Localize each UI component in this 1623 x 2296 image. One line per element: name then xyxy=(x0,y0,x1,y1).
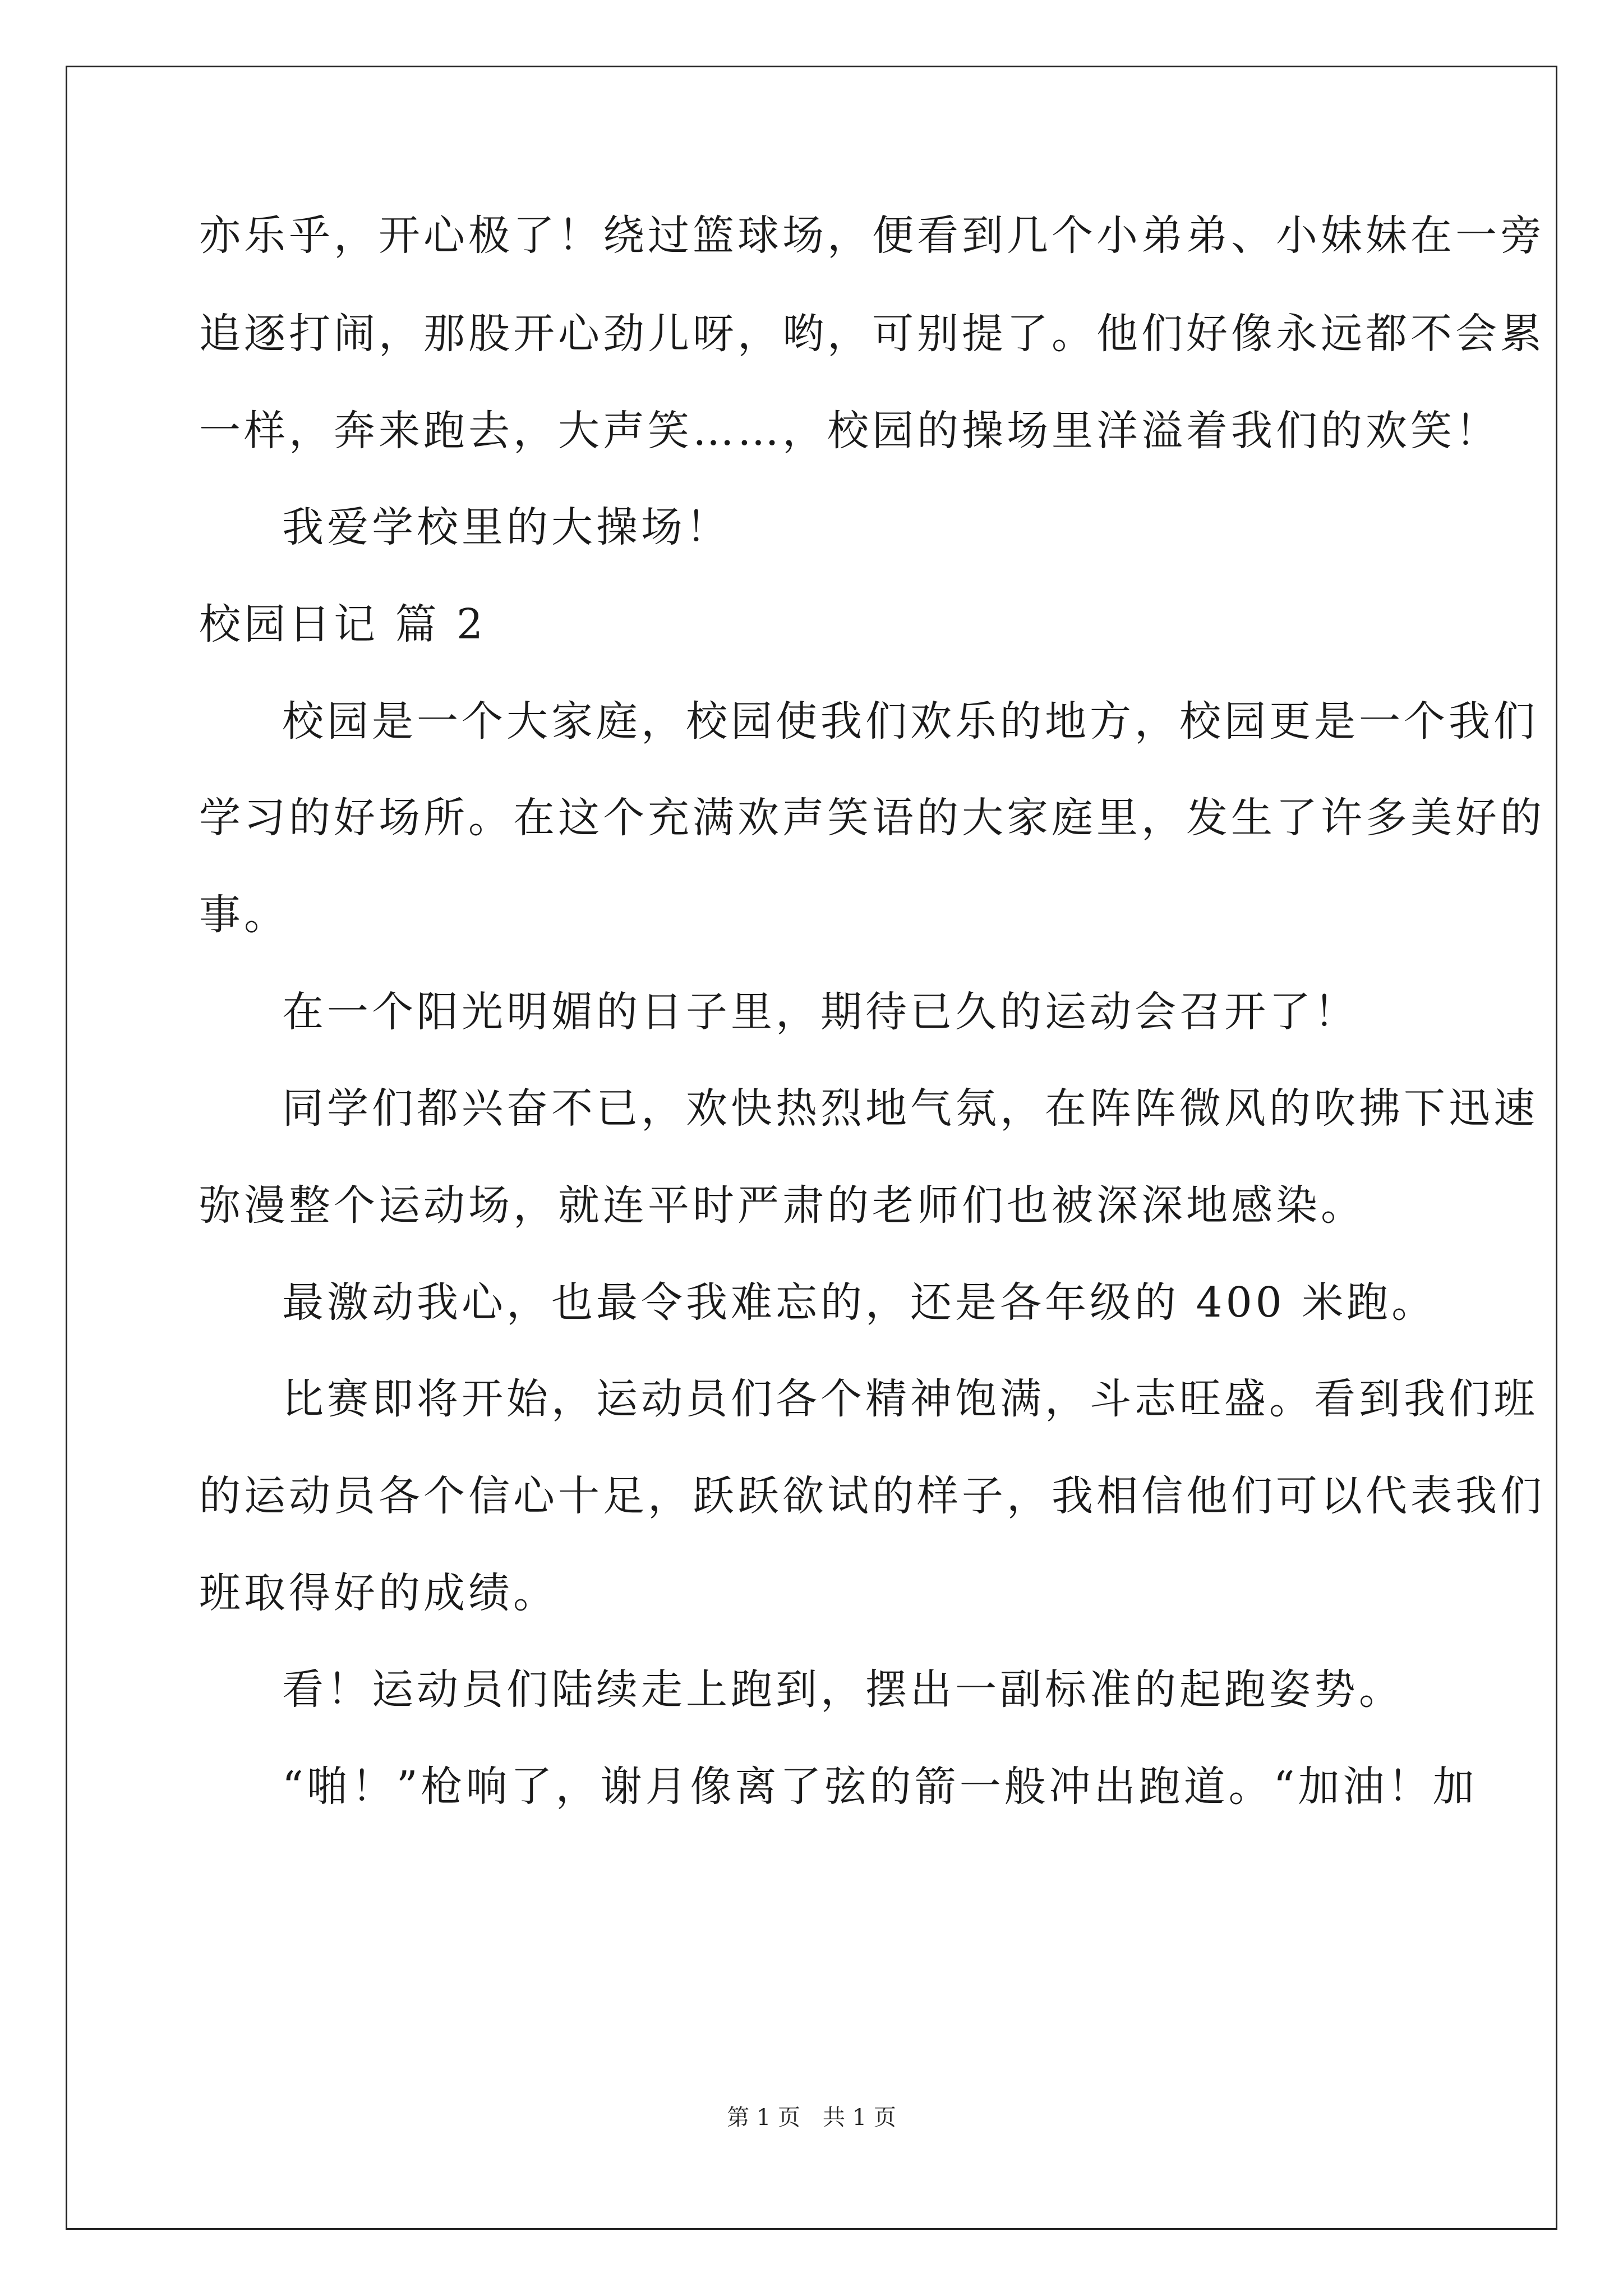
text-line-13: 比赛即将开始，运动员们各个精神饱满，斗志旺盛。看到我们班 xyxy=(282,1375,1538,1423)
section-heading: 校园日记 篇 2 xyxy=(199,600,487,648)
text-line-12: 最激动我心，也最令我难忘的，还是各年级的 400 米跑。 xyxy=(282,1278,1437,1327)
text-line-17: “啪！”枪响了，谢月像离了弦的箭一般冲出跑道。“加油！加 xyxy=(282,1763,1478,1811)
text-line-14: 的运动员各个信心十足，跃跃欲试的样子，我相信他们可以代表我们 xyxy=(199,1472,1545,1520)
text-line-10: 同学们都兴奋不已，欢快热烈地气氛，在阵阵微风的吹拂下迅速 xyxy=(282,1084,1538,1133)
text-line-15: 班取得好的成绩。 xyxy=(199,1569,558,1617)
paragraph-love-playground: 我爱学校里的大操场！ xyxy=(282,503,731,551)
text-line-9: 在一个阳光明媚的日子里，期待已久的运动会召开了！ xyxy=(282,988,1359,1036)
page-border xyxy=(66,66,1557,2230)
text-line-1: 亦乐乎，开心极了！绕过篮球场，便看到几个小弟弟、小妹妹在一旁 xyxy=(199,211,1545,260)
text-line-8: 事。 xyxy=(199,891,289,939)
text-line-11: 弥漫整个运动场，就连平时严肃的老师们也被深深地感染。 xyxy=(199,1181,1366,1230)
page-footer: 第 1 页 共 1 页 xyxy=(727,2105,896,2131)
text-line-3: 一样，奔来跑去，大声笑……，校园的操场里洋溢着我们的欢笑！ xyxy=(199,407,1500,455)
text-line-6: 校园是一个大家庭，校园使我们欢乐的地方，校园更是一个我们 xyxy=(282,697,1538,746)
text-line-7: 学习的好场所。在这个充满欢声笑语的大家庭里，发生了许多美好的 xyxy=(199,794,1545,842)
text-line-2: 追逐打闹，那股开心劲儿呀，哟，可别提了。他们好像永远都不会累 xyxy=(199,310,1545,358)
text-line-16: 看！运动员们陆续走上跑到，摆出一副标准的起跑姿势。 xyxy=(282,1665,1404,1714)
